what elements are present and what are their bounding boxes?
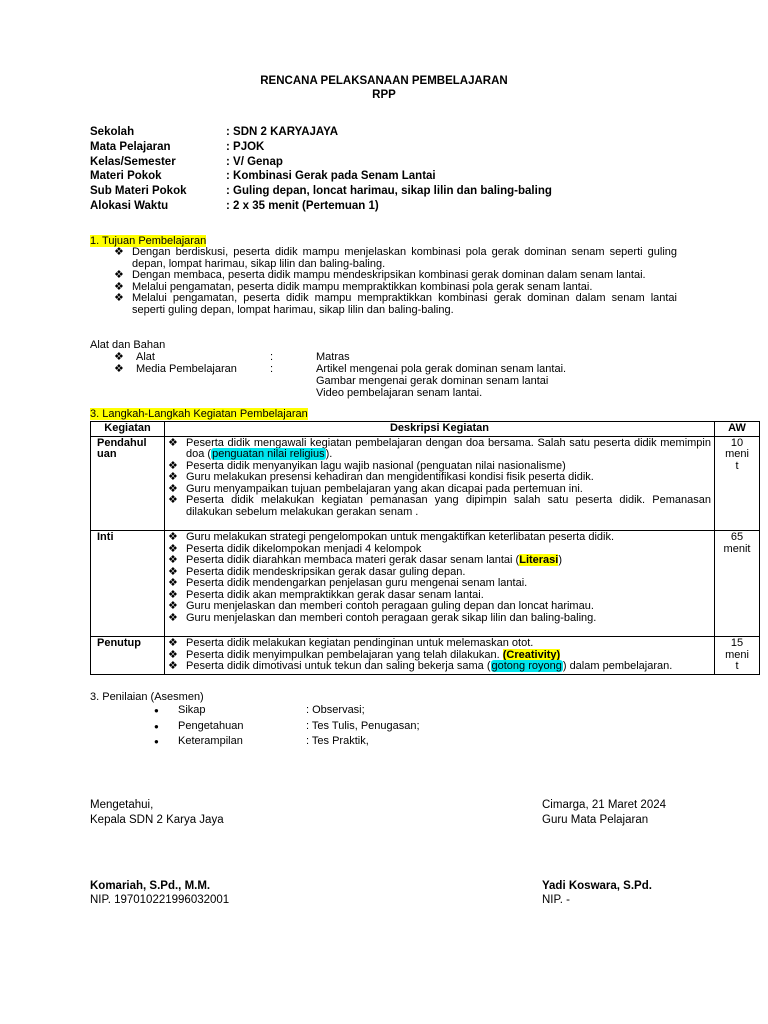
alat-heading: Alat dan Bahan [90, 339, 166, 351]
sign-right-line2: Guru Mata Pelajaran [542, 814, 649, 826]
langkah-heading: 3. Langkah-Langkah Kegiatan Pembelajaran [90, 408, 308, 420]
sign-left-nip: NIP. 197010221996032001 [90, 894, 230, 906]
aw-pendahuluan: 10 meni t [715, 436, 760, 531]
diamond-bullet-icon: ❖ [168, 471, 178, 483]
sign-right-line1: Cimarga, 21 Maret 2024 [542, 799, 667, 811]
diamond-bullet-icon: ❖ [168, 482, 178, 495]
table-header-row [91, 422, 760, 437]
deskripsi-pendahuluan [165, 436, 715, 531]
dot-bullet-icon: ● [154, 721, 159, 731]
document-subtitle: RPP [372, 89, 396, 101]
highlight-religius: penguatan nilai religius [212, 448, 325, 460]
list-item: ❖ Guru menyampaikan tujuan pembelajaran yang akan dicapai pada pertemuan ini. [168, 482, 583, 495]
identity-value: : V/ Genap [226, 155, 283, 168]
header-deskripsi: Deskripsi Kegiatan [165, 422, 715, 437]
list-item: ❖ Guru menjelaskan dan memberi contoh peragaan guling depan dan loncat harimau. [168, 600, 594, 612]
list-item: ❖ Peserta didik menyimpulkan pembelajaran yang telah dilakukan. (Creativity) [168, 648, 561, 661]
diamond-bullet-icon: ❖ [168, 577, 178, 589]
list-item: ❖ Peserta didik menyanyikan lagu wajib nasional (penguatan nilai nasionalisme) [168, 459, 566, 472]
identity-row [90, 170, 690, 185]
kegiatan-pendahuluan: Pendahul uan [91, 436, 165, 531]
list-item: ❖ Peserta didik melakukan kegiatan pendinginan untuk melemaskan otot. [168, 637, 534, 649]
diamond-bullet-icon: ❖ [114, 351, 124, 363]
identity-label: Kelas/Semester [90, 155, 176, 168]
diamond-bullet-icon: ❖ [168, 660, 178, 672]
identity-value: : 2 x 35 menit (Pertemuan 1) [226, 199, 379, 212]
alat-label: Alat [136, 351, 155, 363]
diamond-bullet-icon: ❖ [114, 292, 124, 304]
deskripsi-penutup [165, 637, 715, 675]
aw-penutup: 15 meni t [715, 637, 760, 675]
list-item: ❖ Peserta didik mendeskripsikan gerak dasar guling depan. [168, 565, 466, 578]
media-value: Gambar mengenai gerak dominan senam lantai [316, 375, 549, 387]
list-item: ❖ Dengan membaca, peserta didik mampu mendeskripsikan kombinasi gerak dominan dalam senam lantai. [114, 269, 646, 281]
identity-row [90, 126, 690, 141]
list-item: ❖ Peserta didik melakukan kegiatan pemanasan yang dipimpin salah satu peserta didik. Pemanasan dilakukan sebelum melakukan gerakan senam . [168, 494, 711, 518]
identity-row [90, 156, 690, 171]
dot-bullet-icon: ● [154, 706, 159, 715]
identity-row [90, 141, 690, 156]
diamond-bullet-icon: ❖ [168, 565, 178, 578]
diamond-bullet-icon: ❖ [168, 600, 178, 612]
list-item: ● Keterampilan : Tes Praktik, [154, 736, 554, 752]
identity-value: : Guling depan, loncat harimau, sikap lilin dan baling-baling [226, 185, 552, 198]
aw-inti: 65 menit [715, 531, 760, 637]
list-item: ❖ Peserta didik dimotivasi untuk tekun dan saling bekerja sama (gotong royong) dalam pembelajaran. [168, 660, 673, 672]
diamond-bullet-icon: ❖ [168, 637, 178, 649]
alat-value: Matras [316, 351, 350, 363]
penilaian-list [154, 705, 554, 752]
list-item: ❖ Dengan berdiskusi, peserta didik mampu menjelaskan kombinasi pola gerak dominan senam seperti guling depan, lompat harimau, sikap lilin dan baling-baling. [114, 246, 677, 270]
identity-value: : SDN 2 KARYAJAYA [226, 126, 339, 138]
media-colon: : [270, 363, 274, 375]
list-item: ❖ Melalui pengamatan, peserta didik mampu mempraktikkan kombinasi gerak dominan dalam senam lantai seperti guling depan, lompat harimau, sikap lilin dan baling-baling. [114, 292, 677, 316]
table-row [91, 637, 760, 675]
table-row [91, 531, 760, 637]
dot-bullet-icon: ● [154, 737, 159, 746]
identity-label: Alokasi Waktu [90, 199, 169, 212]
deskripsi-inti [165, 531, 715, 637]
list-item: ❖ Guru melakukan presensi kehadiran dan mengidentifikasi kondisi fisik peserta didik. [168, 471, 594, 483]
diamond-bullet-icon: ❖ [168, 554, 178, 566]
diamond-bullet-icon: ❖ [168, 436, 178, 449]
sign-right-name: Yadi Koswara, S.Pd. [542, 880, 652, 892]
diamond-bullet-icon: ❖ [168, 588, 178, 601]
highlight-gotong-royong: gotong royong [491, 660, 562, 672]
identity-block [90, 126, 690, 215]
diamond-bullet-icon: ❖ [168, 542, 178, 555]
diamond-bullet-icon: ❖ [168, 531, 178, 543]
identity-label: Sub Materi Pokok [90, 185, 187, 198]
identity-row [90, 200, 690, 215]
alat-colon: : [270, 351, 274, 363]
highlight-literasi: Literasi [519, 554, 559, 566]
kegiatan-table [90, 421, 760, 675]
tujuan-heading: 1. Tujuan Pembelajaran [90, 235, 207, 247]
diamond-bullet-icon: ❖ [168, 648, 178, 661]
identity-label: Materi Pokok [90, 170, 162, 183]
header-aw: AW [715, 422, 760, 437]
table-row [91, 436, 760, 531]
identity-value: : Kombinasi Gerak pada Senam Lantai [226, 170, 436, 183]
diamond-bullet-icon: ❖ [168, 494, 178, 506]
penilaian-heading: 3. Penilaian (Asesmen) [90, 691, 204, 703]
identity-value: : PJOK [226, 140, 265, 153]
identity-row [90, 185, 690, 200]
kegiatan-inti: Inti [91, 531, 165, 637]
list-item: ❖ Peserta didik mendengarkan penjelasan guru mengenai senam lantai. [168, 577, 528, 589]
header-kegiatan: Kegiatan [91, 422, 165, 437]
diamond-bullet-icon: ❖ [168, 611, 178, 624]
media-value: Video pembelajaran senam lantai. [316, 387, 483, 399]
sign-left-line2: Kepala SDN 2 Karya Jaya [90, 814, 224, 826]
list-item: ❖ Guru menjelaskan dan memberi contoh peragaan gerak sikap lilin dan baling-baling. [168, 611, 597, 624]
list-item: ❖ Melalui pengamatan, peserta didik mampu mempraktikkan kombinasi pola gerak senam lantai. [114, 280, 593, 293]
highlight-creativity: (Creativity) [502, 648, 561, 661]
media-label: Media Pembelajaran [136, 363, 237, 375]
identity-label: Sekolah [90, 126, 135, 138]
list-item: ❖ Peserta didik akan mempraktikkan gerak dasar senam lantai. [168, 588, 484, 601]
diamond-bullet-icon: ❖ [114, 363, 124, 375]
identity-label: Mata Pelajaran [90, 140, 171, 153]
diamond-bullet-icon: ❖ [168, 459, 178, 472]
list-item: ● Sikap : Observasi; [154, 705, 554, 721]
sign-left-name: Komariah, S.Pd., M.M. [90, 880, 211, 892]
media-value: Artikel mengenai pola gerak dominan senam lantai. [316, 363, 567, 375]
list-item: ● Pengetahuan : Tes Tulis, Penugasan; [154, 721, 554, 737]
kegiatan-penutup: Penutup [91, 637, 165, 675]
list-item: ❖ Peserta didik mengawali kegiatan pembelajaran dengan doa bersama. Salah satu peserta didik memimpin doa (penguatan nilai religius). [168, 436, 711, 460]
document-title: RENCANA PELAKSANAAN PEMBELAJARAN [260, 75, 508, 87]
list-item: ❖ Guru melakukan strategi pengelompokan untuk mengaktifkan keterlibatan peserta didik. [168, 531, 615, 543]
tujuan-list [114, 247, 677, 316]
sign-left-line1: Mengetahui, [90, 799, 154, 811]
diamond-bullet-icon: ❖ [114, 280, 124, 293]
diamond-bullet-icon: ❖ [114, 269, 124, 281]
sign-right-nip: NIP. - [542, 894, 570, 906]
diamond-bullet-icon: ❖ [114, 246, 124, 258]
list-item: ❖ Peserta didik diarahkan membaca materi gerak dasar senam lantai (Literasi) [168, 554, 563, 566]
list-item: ❖ Peserta didik dikelompokan menjadi 4 kelompok [168, 542, 422, 555]
